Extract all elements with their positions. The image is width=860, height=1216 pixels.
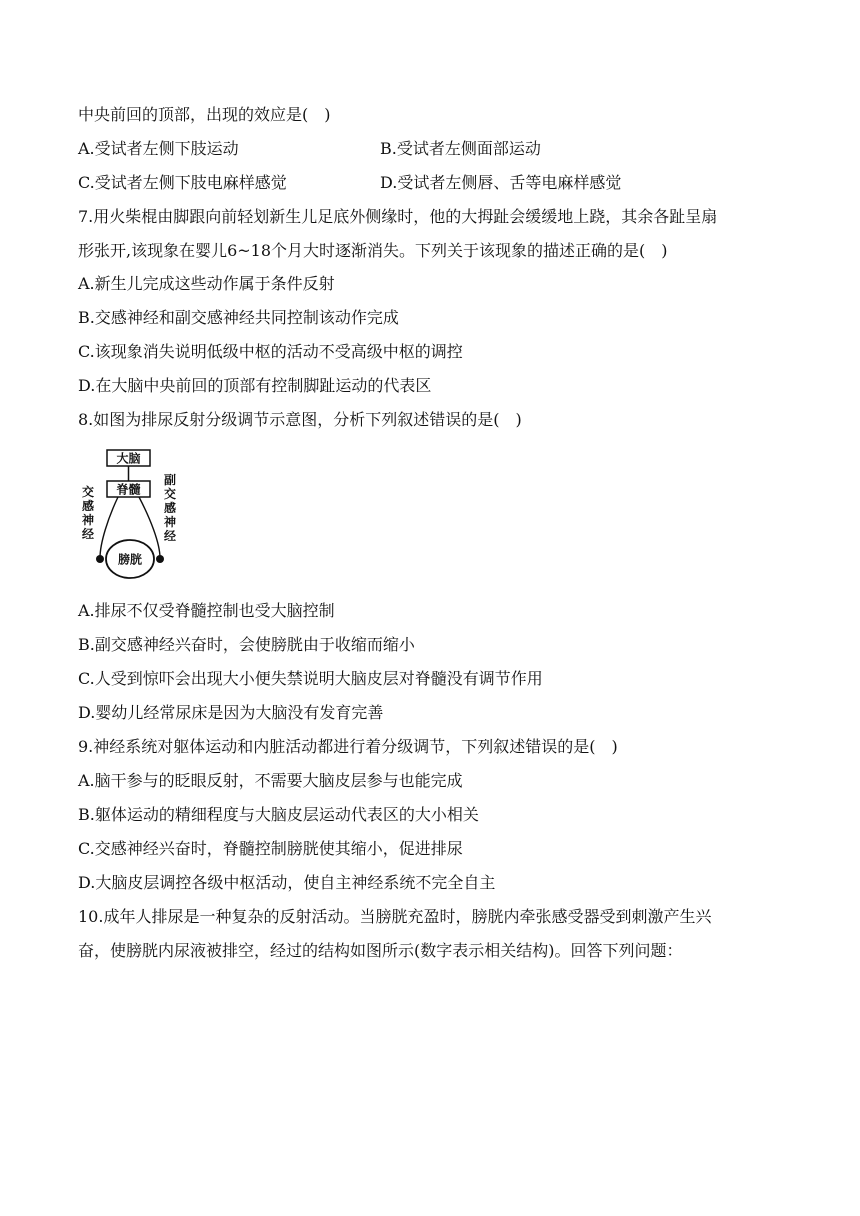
sympathetic-char-2: 感 <box>81 499 95 513</box>
parasympathetic-char-2: 交 <box>163 487 177 501</box>
urination-reflex-diagram <box>78 448 188 578</box>
q7-option-b: B.交感神经和副交感神经共同控制该动作完成 <box>78 308 399 327</box>
q6-option-b: B.受试者左侧面部运动 <box>380 139 541 158</box>
parasympathetic-char-4: 神 <box>163 515 177 529</box>
q7-option-d: D.在大脑中央前回的顶部有控制脚趾运动的代表区 <box>78 376 432 395</box>
q9-option-c: C.交感神经兴奋时，脊髓控制膀胱使其缩小，促进排尿 <box>78 839 463 858</box>
parasympathetic-char-1: 副 <box>163 473 177 487</box>
q8-stem: 8.如图为排尿反射分级调节示意图，分析下列叙述错误的是( ) <box>78 410 522 429</box>
q10-stem-line2: 奋，使膀胱内尿液被排空，经过的结构如图所示(数字表示相关结构)。回答下列问题： <box>78 941 683 960</box>
q10-stem-line1: 10.成年人排尿是一种复杂的反射活动。当膀胱充盈时，膀胱内牵张感受器受到刺激产生兴 <box>78 907 712 926</box>
sympathetic-nerve-end <box>96 555 104 563</box>
bladder-label: 膀胱 <box>117 552 143 567</box>
q6-stem-tail: 中央前回的顶部，出现的效应是( ) <box>78 105 331 124</box>
diagram-svg <box>78 448 188 578</box>
sympathetic-char-4: 经 <box>81 527 95 541</box>
parasympathetic-char-3: 感 <box>163 501 177 515</box>
q9-stem: 9.神经系统对躯体运动和内脏活动都进行着分级调节，下列叙述错误的是( ) <box>78 737 618 756</box>
q9-option-b: B.躯体运动的精细程度与大脑皮层运动代表区的大小相关 <box>78 805 479 824</box>
spinal-label: 脊髓 <box>116 482 141 497</box>
q7-option-c: C.该现象消失说明低级中枢的活动不受高级中枢的调控 <box>78 342 463 361</box>
q7-stem-line2: 形张开,该现象在婴儿6~18个月大时逐渐消失。下列关于该现象的描述正确的是( ) <box>78 241 668 260</box>
sympathetic-char-3: 神 <box>81 513 95 527</box>
q7-stem-line1: 7.用火柴棍由脚跟向前轻划新生儿足底外侧缘时，他的大拇趾会缓缓地上跷，其余各趾呈扇 <box>78 207 718 226</box>
q6-option-a: A.受试者左侧下肢运动 <box>78 139 239 158</box>
parasympathetic-nerve-end <box>156 555 164 563</box>
q8-option-a: A.排尿不仅受脊髓控制也受大脑控制 <box>78 601 335 620</box>
q8-option-b: B.副交感神经兴奋时，会使膀胱由于收缩而缩小 <box>78 635 415 654</box>
brain-label: 大脑 <box>116 451 141 466</box>
q6-option-c: C.受试者左侧下肢电麻样感觉 <box>78 173 287 192</box>
q9-option-d: D.大脑皮层调控各级中枢活动，使自主神经系统不完全自主 <box>78 873 496 892</box>
q6-option-d: D.受试者左侧唇、舌等电麻样感觉 <box>380 173 622 192</box>
q7-option-a: A.新生儿完成这些动作属于条件反射 <box>78 274 335 293</box>
parasympathetic-char-5: 经 <box>163 529 177 543</box>
sympathetic-char-1: 交 <box>81 485 95 499</box>
q9-option-a: A.脑干参与的眨眼反射，不需要大脑皮层参与也能完成 <box>78 771 463 790</box>
q8-option-c: C.人受到惊吓会出现大小便失禁说明大脑皮层对脊髓没有调节作用 <box>78 669 543 688</box>
q8-option-d: D.婴幼儿经常尿床是因为大脑没有发育完善 <box>78 703 384 722</box>
